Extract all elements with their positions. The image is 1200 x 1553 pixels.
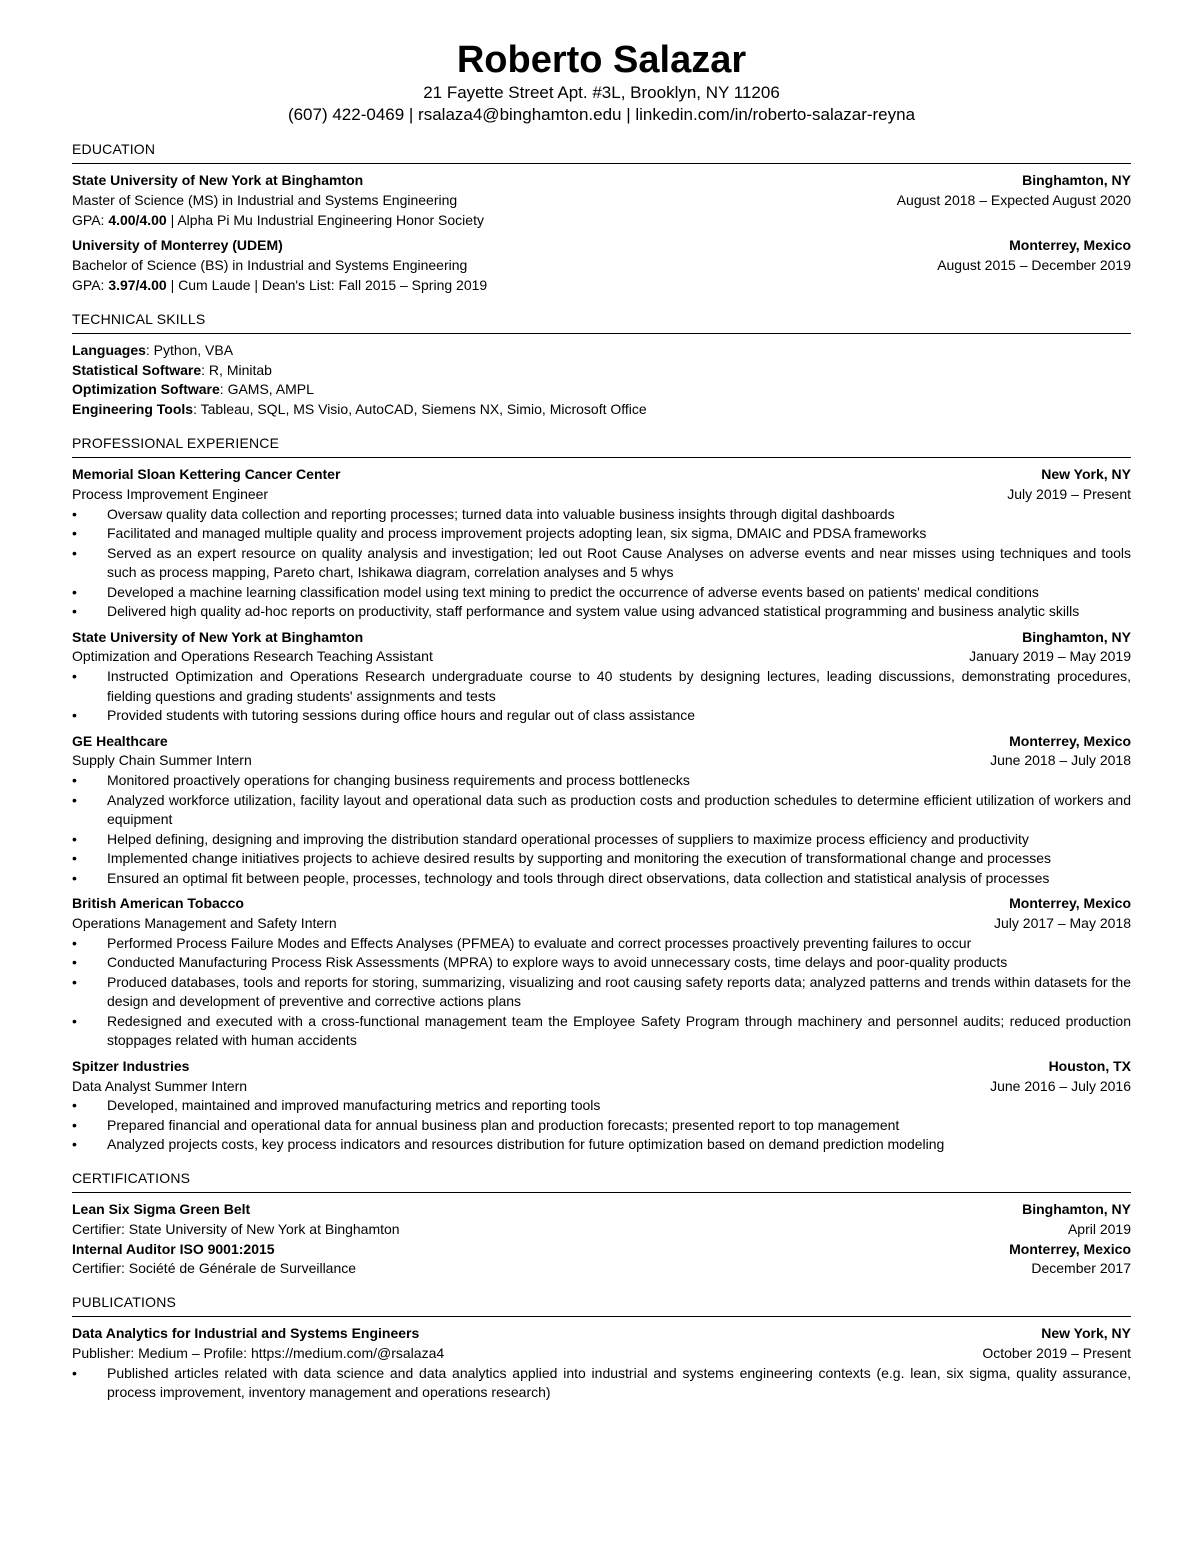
section-title: PROFESSIONAL EXPERIENCE <box>72 434 1131 458</box>
bullet-text: Analyzed workforce utilization, facility layout and operational data such as production costs and production schedules to determine efficient utilization of workers and equipment <box>107 791 1131 828</box>
experience-section <box>72 434 1131 1155</box>
certification-entry <box>72 1240 1131 1280</box>
bullet-item <box>72 667 1131 706</box>
location: Monterrey, Mexico <box>1009 237 1131 254</box>
bullet-text: Published articles related with data science and data analytics applied into industrial and systems engineering contexts (e.g. lean, six sigma, quality assurance, process improvement, inventory management and operations research) <box>107 1364 1131 1401</box>
bullet-item <box>72 1096 1131 1116</box>
location: Monterrey, Mexico <box>1009 1240 1131 1257</box>
bullet-item <box>72 602 1131 622</box>
job-title: Process Improvement Engineer <box>72 485 269 502</box>
bullet-text: Prepared financial and operational data for annual business plan and production forecasts; presented report to top management <box>107 1116 900 1133</box>
publisher: Publisher: Medium – Profile: https://medium.com/@rsalaza4 <box>72 1344 445 1361</box>
skill-value: : Python, VBA <box>145 341 234 358</box>
bullet-list <box>72 934 1131 1051</box>
bullet-item <box>72 791 1131 830</box>
gpa-line <box>72 276 1131 296</box>
bullet-dot: • <box>72 1012 77 1029</box>
bullet-item <box>72 1012 1131 1051</box>
address-line: 21 Fayette Street Apt. #3L, Brooklyn, NY 11206 <box>423 83 780 102</box>
certifier: Certifier: Société de Générale de Surveillance <box>72 1260 357 1277</box>
bullet-item <box>72 849 1131 869</box>
bullet-item <box>72 934 1131 954</box>
certification-name: Internal Auditor ISO 9001:2015 <box>72 1240 275 1257</box>
honors: | Alpha Pi Mu Industrial Engineering Honor Society <box>166 211 484 228</box>
bullet-dot: • <box>72 603 77 620</box>
bullet-text: Monitored proactively operations for changing business requirements and process bottlenecks <box>107 772 690 789</box>
degree: Bachelor of Science (BS) in Industrial and Systems Engineering <box>72 257 468 274</box>
dates: August 2015 – December 2019 <box>937 257 1131 274</box>
gpa-label: GPA: <box>72 276 109 293</box>
bullet-item <box>72 706 1131 726</box>
bullet-dot: • <box>72 525 77 542</box>
education-entry <box>72 171 1131 230</box>
dates: July 2019 – Present <box>1007 485 1131 502</box>
employer: British American Tobacco <box>72 895 244 912</box>
bullet-dot: • <box>72 934 77 951</box>
bullet-list <box>72 1096 1131 1155</box>
honors: | Cum Laude | Dean's List: Fall 2015 – Spring 2019 <box>166 276 488 293</box>
bullet-text: Instructed Optimization and Operations Research undergraduate course to 40 students by designing lectures, leading discussions, demonstrating procedures, fielding questions and grading students' assignments and tests <box>107 668 1131 704</box>
gpa-value: 4.00/4.00 <box>108 211 167 228</box>
skill-label: Optimization Software <box>72 381 220 398</box>
certification-entry <box>72 1200 1131 1240</box>
dates: June 2016 – July 2016 <box>990 1077 1131 1094</box>
job-title: Supply Chain Summer Intern <box>72 752 252 769</box>
education-entry <box>72 236 1131 295</box>
bullet-text: Conducted Manufacturing Process Risk Assessments (MPRA) to explore ways to avoid unnecessary costs, time delays and poor-quality products <box>107 954 1008 971</box>
job-title: Operations Management and Safety Intern <box>72 915 337 932</box>
skill-value: : Tableau, SQL, MS Visio, AutoCAD, Siemens NX, Simio, Microsoft Office <box>193 401 647 418</box>
bullet-item <box>72 583 1131 603</box>
dates: June 2018 – July 2018 <box>990 752 1131 769</box>
skill-label: Engineering Tools <box>72 401 194 418</box>
bullet-text: Served as an expert resource on quality analysis and investigation; led out Root Cause Analyses on adverse events and near misses using techniques and tools such as process mapping, Pareto chart, Ishikawa diagram, correlation analyses and 5 whys <box>107 544 1131 581</box>
bullet-text: Facilitated and managed multiple quality and process improvement projects adopting lean, six sigma, DMAIC and PDSA frameworks <box>107 525 927 542</box>
bullet-list <box>72 505 1131 622</box>
bullet-text: Developed, maintained and improved manufacturing metrics and reporting tools <box>107 1097 601 1114</box>
experience-entry <box>72 628 1131 726</box>
dates: July 2017 – May 2018 <box>994 915 1131 932</box>
dates: January 2019 – May 2019 <box>969 648 1131 665</box>
bullet-text: Produced databases, tools and reports for storing, summarizing, visualizing and root causing safety reports data; analyzed patterns and trends within datasets for the design and development of preventive and corrective actions plans <box>107 973 1131 1010</box>
contact-line: (607) 422-0469 | rsalaza4@binghamton.edu | linkedin.com/in/roberto-salazar-reyna <box>287 105 916 124</box>
date: April 2019 <box>1067 1220 1131 1237</box>
bullet-list <box>72 771 1131 888</box>
bullet-item <box>72 524 1131 544</box>
job-title: Data Analyst Summer Intern <box>72 1077 248 1094</box>
bullet-text: Ensured an optimal fit between people, processes, technology and tools through direct observations, data collection and statistical analysis of processes <box>107 869 1050 886</box>
skill-line <box>72 361 1131 381</box>
location: Monterrey, Mexico <box>1009 895 1131 912</box>
bullet-text: Helped defining, designing and improving the distribution standard operational processes of suppliers to maximize process efficiency and productivity <box>107 830 1029 847</box>
bullet-item <box>72 544 1131 583</box>
bullet-text: Developed a machine learning classification model using text mining to predict the occurrence of adverse events based on patients' medical conditions <box>107 583 1039 600</box>
experience-entry <box>72 465 1131 622</box>
bullet-item <box>72 830 1131 850</box>
publication-name: Data Analytics for Industrial and Systems Engineers <box>72 1325 420 1342</box>
skill-line <box>72 400 1131 420</box>
bullet-dot: • <box>72 505 77 522</box>
bullet-list <box>72 667 1131 726</box>
gpa-value: 3.97/4.00 <box>108 276 167 293</box>
bullet-dot: • <box>72 1097 77 1114</box>
bullet-item <box>72 1116 1131 1136</box>
location: Binghamton, NY <box>1022 1200 1131 1217</box>
bullet-item <box>72 1364 1131 1403</box>
bullet-text: Provided students with tutoring sessions during office hours and regular out of class assistance <box>107 707 696 724</box>
bullet-dot: • <box>72 707 77 724</box>
skill-line <box>72 341 1131 361</box>
candidate-name: Roberto Salazar <box>456 39 747 81</box>
bullet-dot: • <box>72 772 77 789</box>
publication-entry <box>72 1324 1131 1403</box>
skill-line <box>72 380 1131 400</box>
bullet-list <box>72 1364 1131 1403</box>
skill-label: Statistical Software <box>72 361 202 378</box>
bullet-item <box>72 973 1131 1012</box>
skill-value: : GAMS, AMPL <box>219 381 314 398</box>
bullet-item <box>72 771 1131 791</box>
dates: October 2019 – Present <box>982 1344 1131 1361</box>
section-title: CERTIFICATIONS <box>72 1169 1131 1193</box>
bullet-dot: • <box>72 954 77 971</box>
bullet-dot: • <box>72 869 77 886</box>
publications-section <box>72 1293 1131 1403</box>
bullet-dot: • <box>72 1116 77 1133</box>
dates: August 2018 – Expected August 2020 <box>896 191 1131 208</box>
bullet-dot: • <box>72 668 77 685</box>
location: New York, NY <box>1041 465 1131 482</box>
experience-entry <box>72 732 1131 889</box>
skill-label: Languages <box>72 341 146 358</box>
experience-entry <box>72 1057 1131 1155</box>
employer: Spitzer Industries <box>72 1057 190 1074</box>
degree: Master of Science (MS) in Industrial and Systems Engineering <box>72 191 458 208</box>
bullet-dot: • <box>72 583 77 600</box>
location: Binghamton, NY <box>1022 628 1131 645</box>
bullet-item <box>72 869 1131 889</box>
bullet-item <box>72 1135 1131 1155</box>
certifications-section <box>72 1169 1131 1279</box>
employer: State University of New York at Binghamton <box>72 628 364 645</box>
employer: GE Healthcare <box>72 732 168 749</box>
certification-name: Lean Six Sigma Green Belt <box>72 1200 251 1217</box>
job-title: Optimization and Operations Research Teaching Assistant <box>72 648 433 665</box>
bullet-dot: • <box>72 973 77 990</box>
experience-entry <box>72 894 1131 1051</box>
gpa-label: GPA: <box>72 211 109 228</box>
school-name: University of Monterrey (UDEM) <box>72 237 283 254</box>
certifier: Certifier: State University of New York at Binghamton <box>72 1220 400 1237</box>
location: New York, NY <box>1041 1325 1131 1342</box>
skills-section <box>72 310 1131 420</box>
bullet-item <box>72 505 1131 525</box>
bullet-dot: • <box>72 850 77 867</box>
resume-page <box>72 38 1131 1403</box>
bullet-text: Redesigned and executed with a cross-functional management team the Employee Safety Program through machinery and personnel audits; reduced production stoppages related with human accidents <box>107 1012 1131 1049</box>
location: Monterrey, Mexico <box>1009 732 1131 749</box>
bullet-text: Implemented change initiatives projects to achieve desired results by supporting and monitoring the execution of transformational change and processes <box>107 850 1051 867</box>
bullet-item <box>72 953 1131 973</box>
location: Houston, TX <box>1048 1057 1131 1074</box>
education-section <box>72 140 1131 296</box>
bullet-dot: • <box>72 1364 77 1381</box>
bullet-text: Analyzed projects costs, key process indicators and resources distribution for future optimization based on demand prediction modeling <box>107 1136 945 1153</box>
school-name: State University of New York at Binghamton <box>72 172 364 188</box>
skill-value: : R, Minitab <box>201 361 272 378</box>
bullet-dot: • <box>72 791 77 808</box>
section-title: PUBLICATIONS <box>72 1293 1131 1317</box>
date: December 2017 <box>1031 1260 1131 1277</box>
section-title: TECHNICAL SKILLS <box>72 310 1131 334</box>
section-title: EDUCATION <box>72 140 1131 164</box>
bullet-dot: • <box>72 1136 77 1153</box>
location: Binghamton, NY <box>1022 172 1131 188</box>
bullet-dot: • <box>72 830 77 847</box>
employer: Memorial Sloan Kettering Cancer Center <box>72 465 341 482</box>
bullet-text: Delivered high quality ad-hoc reports on productivity, staff performance and system value using advanced statistical programming and business analytic skills <box>107 603 1080 620</box>
gpa-line <box>72 211 1131 231</box>
bullet-dot: • <box>72 544 77 561</box>
bullet-text: Oversaw quality data collection and reporting processes; turned data into valuable business insights through digital dashboards <box>107 505 895 522</box>
bullet-text: Performed Process Failure Modes and Effects Analyses (PFMEA) to evaluate and correct processes proactively preventing failures to occur <box>107 934 972 951</box>
